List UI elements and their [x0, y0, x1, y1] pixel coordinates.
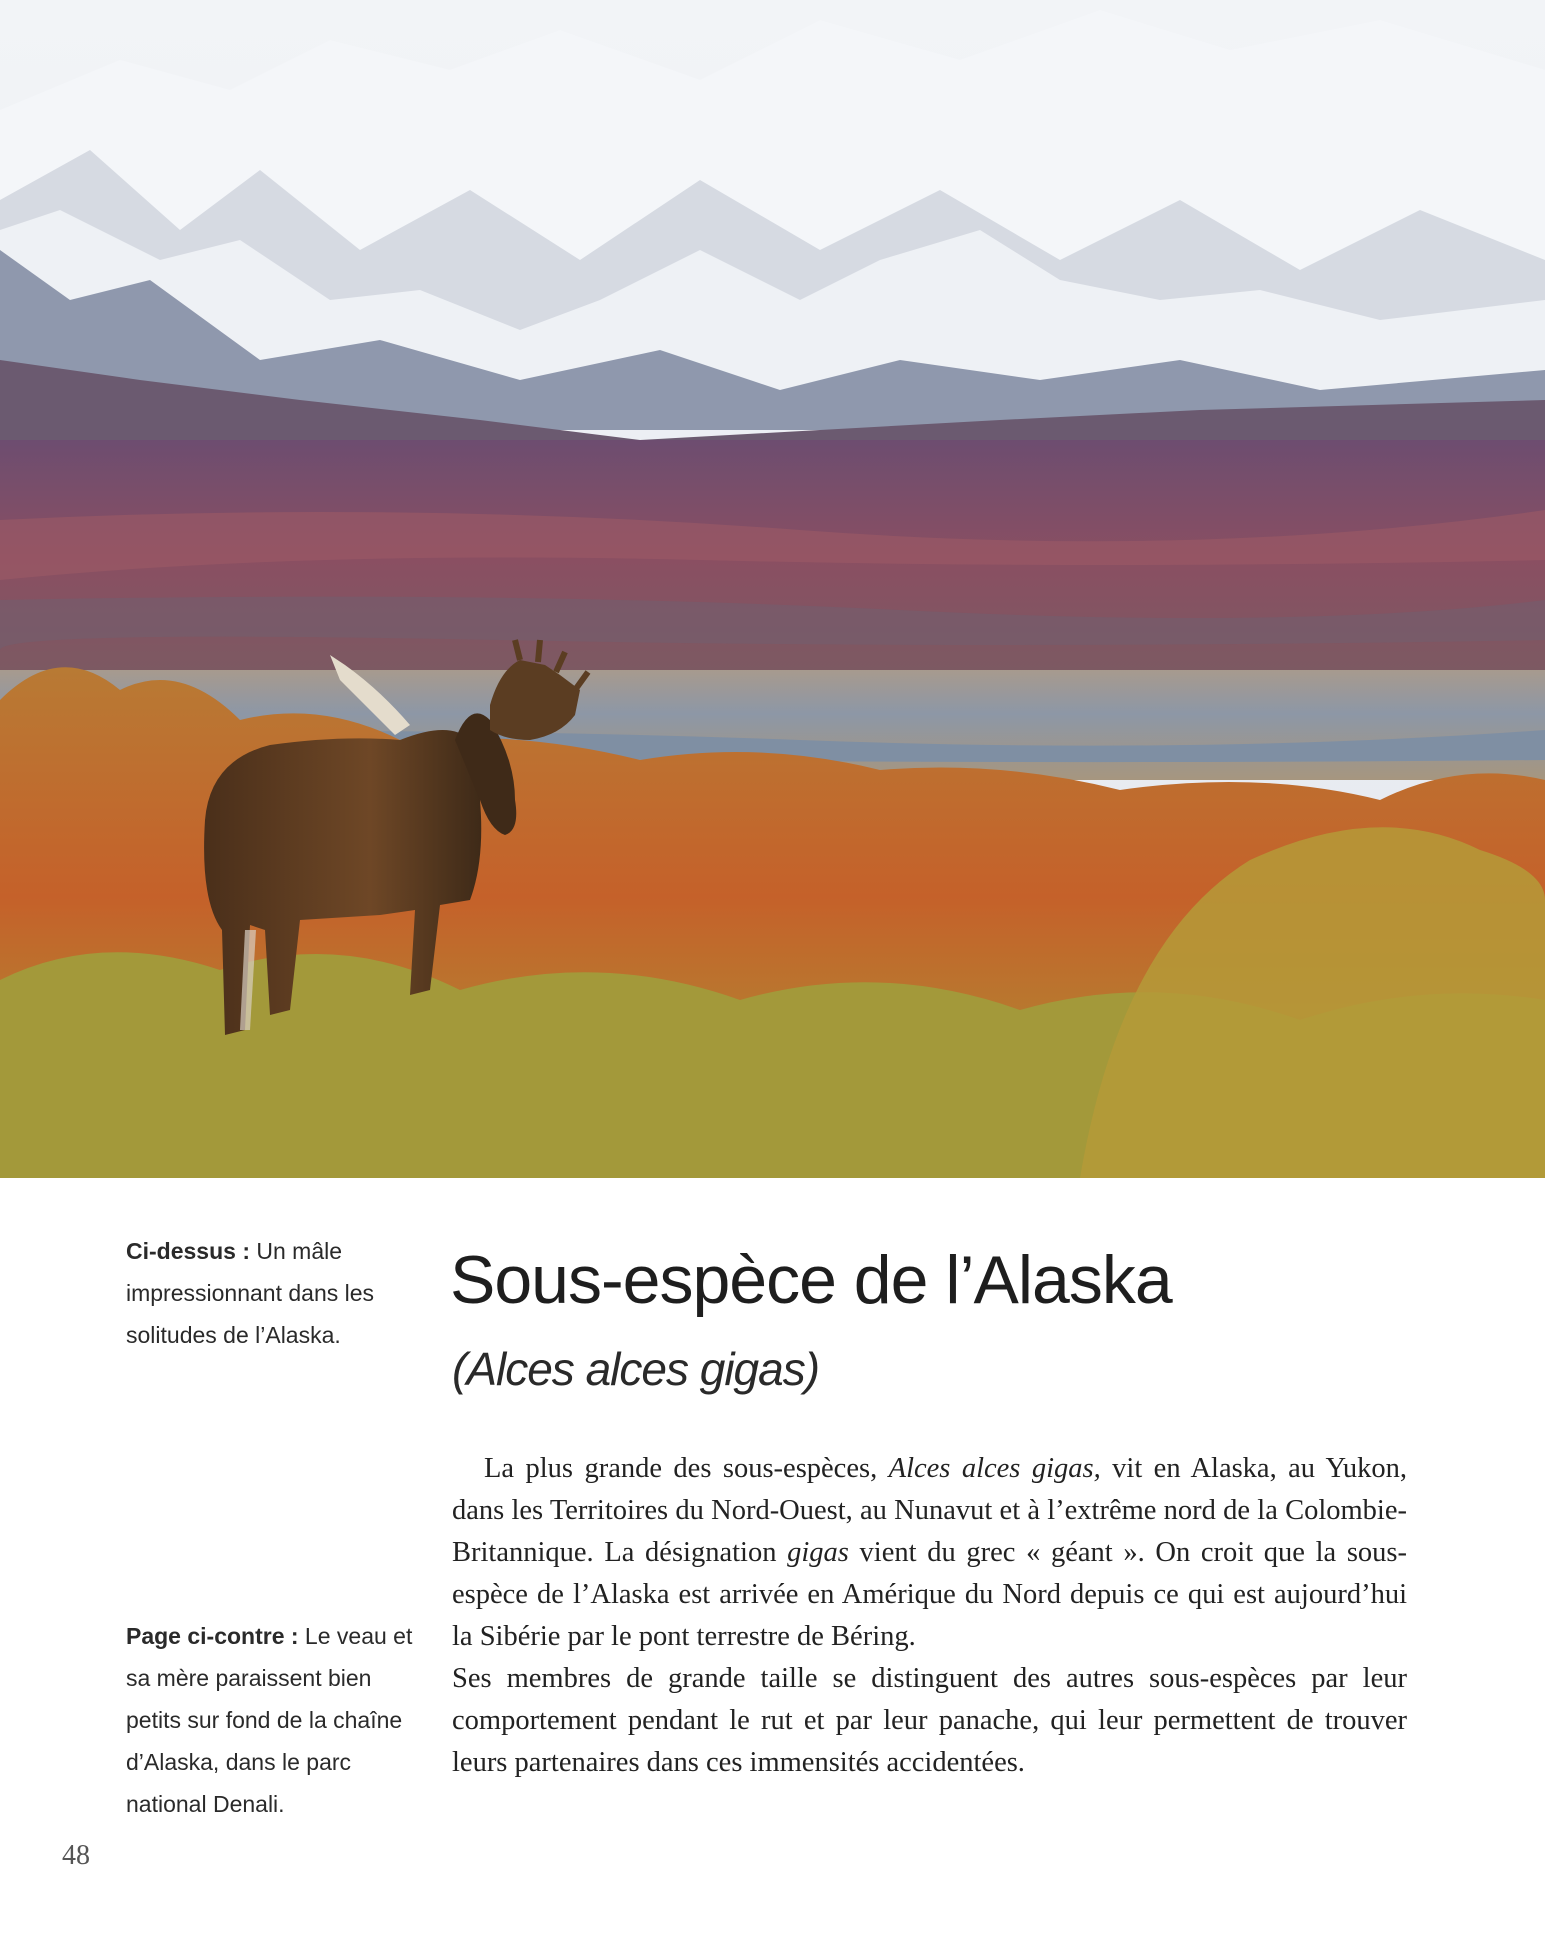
caption-above-text: Un mâle impressionnant dans les solitudes de l’Alaska. [126, 1238, 375, 1348]
article-title: Sous-espèce de l’Alaska [450, 1242, 1172, 1318]
p1-text-b: vit en Alaska, au Yukon, dans les Territoires du Nord-Ouest, au Nunavut et à l’extrême nord de la Colombie-Britannique. La désignation [452, 1453, 1407, 1568]
p1-term: gigas [787, 1537, 849, 1568]
caption-opposite-text: Le veau et sa mère paraissent bien petits sur fond de la chaîne d’Alaska, dans le parc national Denali. [126, 1623, 413, 1817]
caption-above-label: Ci-dessus : [126, 1238, 250, 1264]
p1-text-c: vient du grec « géant ». On croit que la sous-espèce de l’Alaska est arrivée en Amérique du Nord depuis ce qui est aujourd’hui la Sibérie par le pont terrestre de Béring. [452, 1537, 1407, 1652]
p1-text-a: La plus grande des sous-espèces, [484, 1453, 889, 1484]
caption-above [126, 1230, 416, 1356]
paragraph-1 [452, 1448, 1407, 1658]
p1-species-name: Alces alces gigas, [888, 1453, 1101, 1484]
page-number: 48 [62, 1840, 90, 1871]
caption-opposite-label: Page ci-contre : [126, 1623, 299, 1649]
article-subtitle: (Alces alces gigas) [452, 1343, 820, 1395]
paragraph-2: Ses membres de grande taille se distinguent des autres sous-espèces par leur comportement pendant le rut et par leur panache, qui leur permettent de trouver leurs partenaires dans ces immensités accidentées. [452, 1663, 1407, 1778]
caption-opposite [126, 1615, 416, 1825]
article-body [452, 1448, 1407, 1784]
